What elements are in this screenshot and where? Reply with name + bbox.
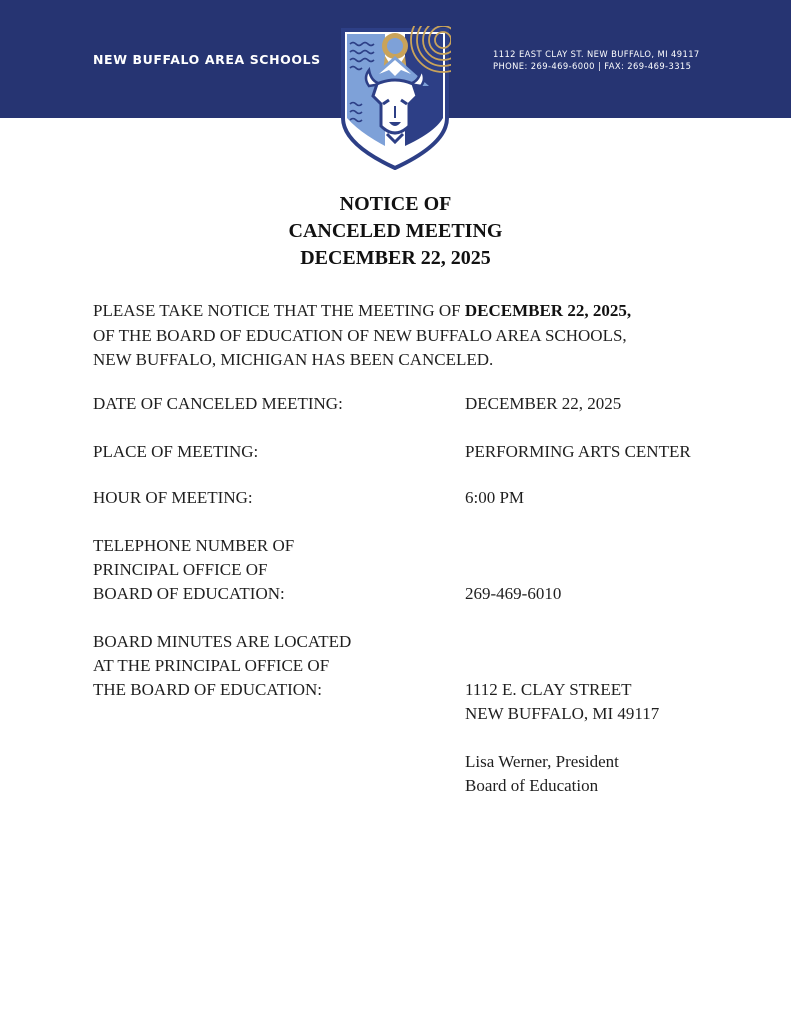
hour-label: HOUR OF MEETING:: [93, 488, 253, 507]
notice-meeting-date: DECEMBER 22, 2025,: [464, 301, 632, 320]
minutes-label-line-2: AT THE PRINCIPAL OFFICE OF: [93, 656, 330, 675]
notice-line-1-text: PLEASE TAKE NOTICE THAT THE MEETING OF: [93, 301, 465, 320]
notice-title: [0, 191, 791, 272]
school-name: NEW BUFFALO AREA SCHOOLS: [93, 52, 321, 67]
minutes-location: [465, 678, 659, 726]
school-address: 1112 EAST CLAY ST. NEW BUFFALO, MI 49117: [493, 49, 700, 59]
signer-title: Board of Education: [465, 776, 599, 795]
notice-paragraph: [93, 299, 753, 373]
signature-block: [465, 750, 619, 798]
telephone-label-line-1: TELEPHONE NUMBER OF: [93, 536, 295, 555]
date-value: DECEMBER 22, 2025: [465, 394, 622, 413]
telephone-label: [93, 534, 294, 606]
hour-value: 6:00 PM: [465, 488, 525, 507]
minutes-label-line-3: THE BOARD OF EDUCATION:: [93, 680, 323, 699]
telephone-value: 269-469-6010: [465, 584, 562, 603]
minutes-location-line-1: 1112 E. CLAY STREET: [465, 680, 632, 699]
school-phone-fax: PHONE: 269-469-6000 | FAX: 269-469-3315: [493, 61, 692, 71]
date-label: DATE OF CANCELED MEETING:: [93, 394, 343, 413]
title-line-3: DECEMBER 22, 2025: [300, 247, 491, 269]
place-value: PERFORMING ARTS CENTER: [465, 442, 691, 461]
notice-line-1: [93, 299, 753, 324]
minutes-label: [93, 630, 351, 702]
place-label: PLACE OF MEETING:: [93, 442, 259, 461]
minutes-location-line-2: NEW BUFFALO, MI 49117: [465, 704, 660, 723]
signer-name: Lisa Werner, President: [465, 752, 619, 771]
minutes-label-line-1: BOARD MINUTES ARE LOCATED: [93, 632, 352, 651]
title-line-1: NOTICE OF: [339, 193, 452, 215]
telephone-label-line-2: PRINCIPAL OFFICE OF: [93, 560, 268, 579]
notice-line-3: NEW BUFFALO, MICHIGAN HAS BEEN CANCELED.: [93, 350, 494, 369]
notice-line-2: OF THE BOARD OF EDUCATION OF NEW BUFFALO AREA SCHOOLS,: [93, 325, 627, 345]
bison-crest-icon: [339, 26, 451, 170]
telephone-label-line-3: BOARD OF EDUCATION:: [93, 584, 285, 603]
title-line-2: CANCELED MEETING: [288, 220, 503, 242]
contact-info: [493, 48, 700, 72]
